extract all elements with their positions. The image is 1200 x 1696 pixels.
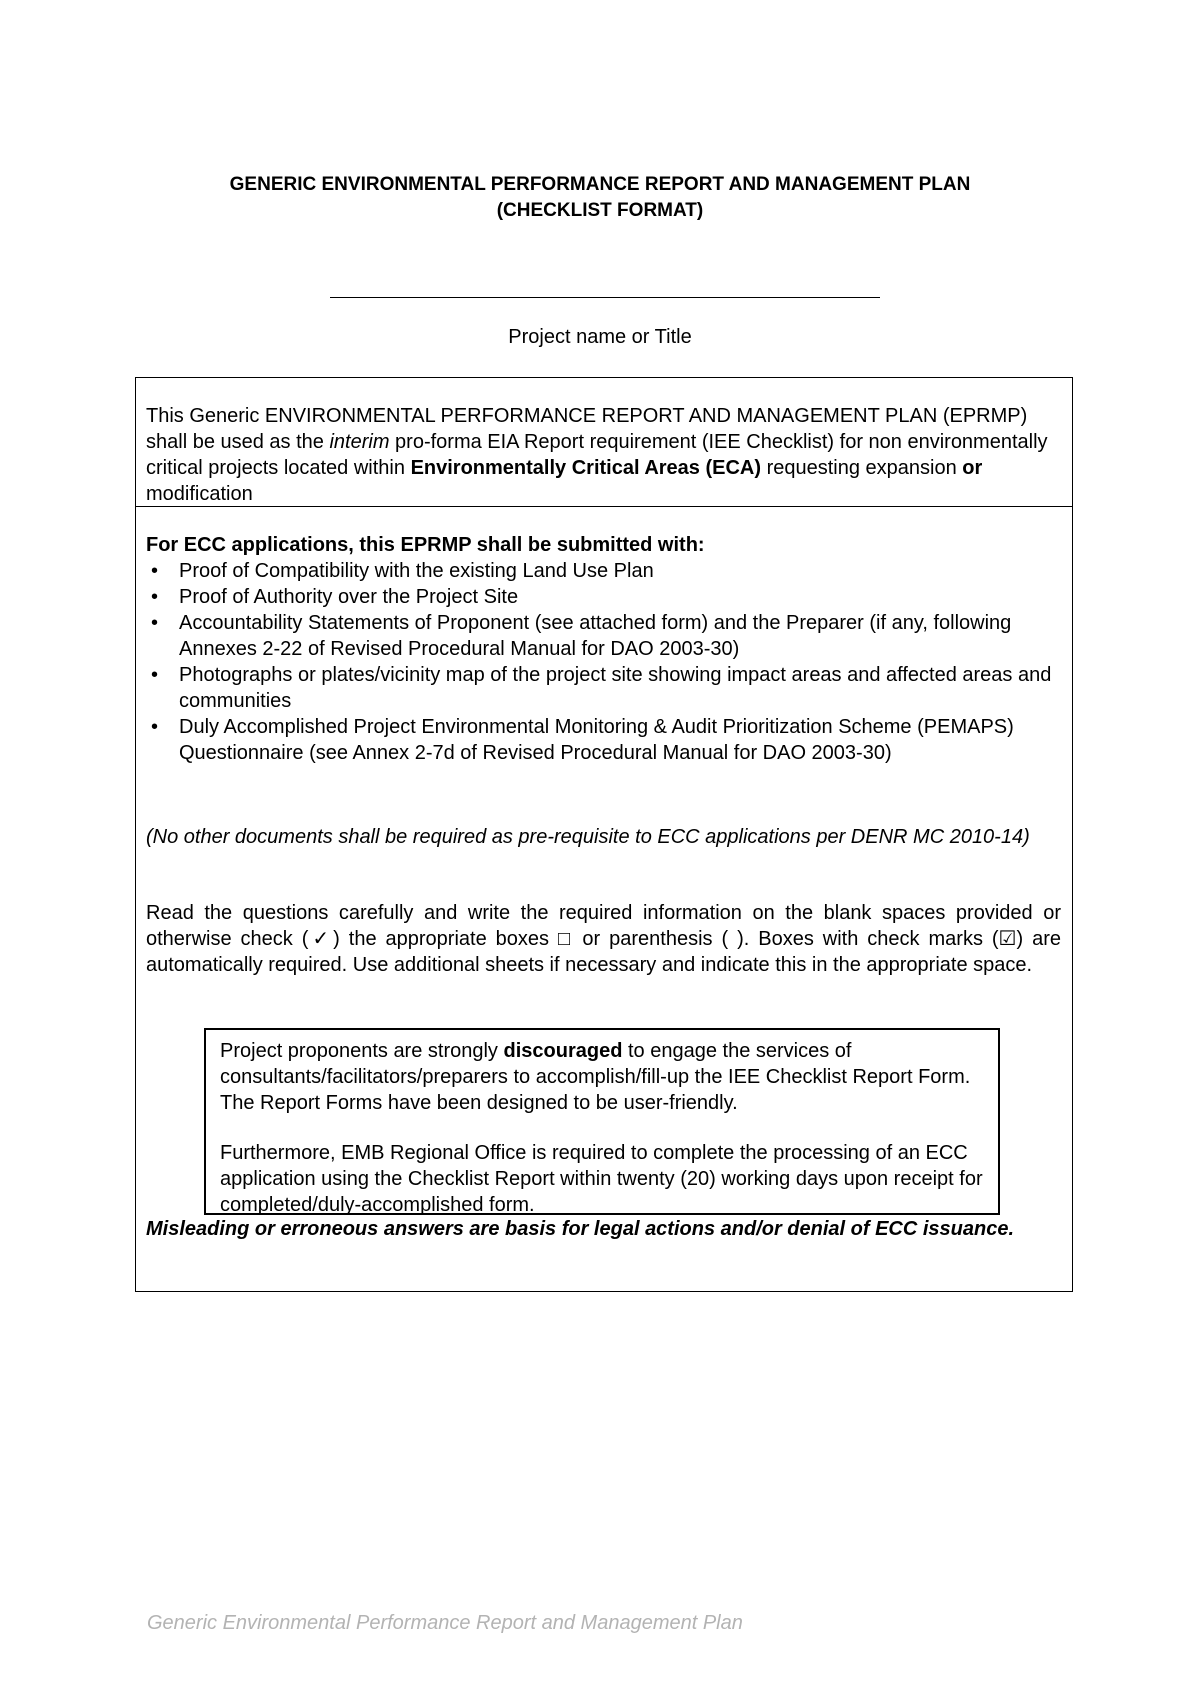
section-divider: [136, 506, 1072, 507]
requirement-item: • Proof of Authority over the Project Site: [146, 584, 1056, 610]
instructions-paragraph: [146, 900, 1061, 978]
instructions-text-3: or parenthesis ( ). Boxes with check marks (: [573, 928, 999, 950]
intro-interim: interim: [329, 431, 390, 453]
title-line-1: GENERIC ENVIRONMENTAL PERFORMANCE REPORT AND MANAGEMENT PLAN: [229, 174, 971, 195]
instructions-text-4: ) are automatically required. Use additional sheets if necessary and indicate this in the appropriate space.: [146, 928, 1061, 976]
intro-text-2: pro-forma EIA Report requirement (IEE Checklist) for non environmentally critical projects located within: [146, 431, 1048, 479]
advisory-text-1: Project proponents are strongly: [220, 1040, 504, 1062]
advisory-text-2: to engage the services of consultants/facilitators/preparers to accomplish/fill-up the IEE Checklist Report Form. The Report Forms have been designed to be user-friendly.: [220, 1040, 971, 1114]
advisory-discouraged: discouraged: [503, 1040, 623, 1062]
page-footer: Generic Environmental Performance Report and Management Plan: [147, 1612, 743, 1634]
intro-text-1: This Generic ENVIRONMENTAL PERFORMANCE REPORT AND MANAGEMENT PLAN (EPRMP) shall be used as the: [146, 405, 1028, 453]
requirements-list: [146, 558, 1056, 766]
intro-text-3: requesting expansion: [761, 457, 963, 479]
advisory-box: [204, 1028, 1000, 1215]
requirement-item: • Duly Accomplished Project Environmental Monitoring & Audit Prioritization Scheme (PEMAPS) Questionnaire (see Annex 2-7d of Revised Procedural Manual for DAO 2003-30): [146, 714, 1056, 766]
no-other-documents-note: (No other documents shall be required as pre-requisite to ECC applications per DENR MC 2010-14): [146, 826, 1030, 848]
advisory-paragraph-1: [220, 1038, 984, 1116]
instructions-text-2: ) the appropriate boxes: [333, 928, 558, 950]
checked-box-icon: ☑: [998, 928, 1017, 950]
document-title: [0, 172, 1200, 224]
project-name-label: Project name or Title: [508, 326, 692, 348]
intro-text-4: modification: [146, 483, 253, 505]
requirement-item: • Accountability Statements of Proponent (see attached form) and the Preparer (if any, following Annexes 2-22 of Revised Procedural Manual for DAO 2003-30): [146, 610, 1056, 662]
main-info-box: [135, 377, 1073, 1292]
requirement-item: • Proof of Compatibility with the existing Land Use Plan: [146, 558, 1056, 584]
project-name-blank-line[interactable]: [330, 297, 880, 298]
instructions-text-1: Read the questions carefully and write the required information on the blank spaces provided or otherwise check (: [146, 902, 1061, 950]
empty-box-icon: □: [557, 928, 574, 950]
requirement-item: • Photographs or plates/vicinity map of the project site showing impact areas and affected areas and communities: [146, 662, 1056, 714]
submission-section: [146, 532, 1056, 766]
warning-text: Misleading or erroneous answers are basis for legal actions and/or denial of ECC issuance.: [146, 1218, 1015, 1240]
intro-or: or: [962, 457, 983, 479]
submission-heading: For ECC applications, this EPRMP shall be submitted with:: [146, 534, 705, 556]
title-line-2: (CHECKLIST FORMAT): [496, 200, 704, 221]
advisory-paragraph-2: Furthermore, EMB Regional Office is required to complete the processing of an ECC application using the Checklist Report within twenty (20) working days upon receipt for completed/duly-accomplished form.: [220, 1142, 983, 1216]
intro-paragraph: [146, 403, 1056, 507]
intro-eca: Environmentally Critical Areas (ECA): [410, 457, 762, 479]
check-mark-icon: ✓: [312, 928, 330, 950]
